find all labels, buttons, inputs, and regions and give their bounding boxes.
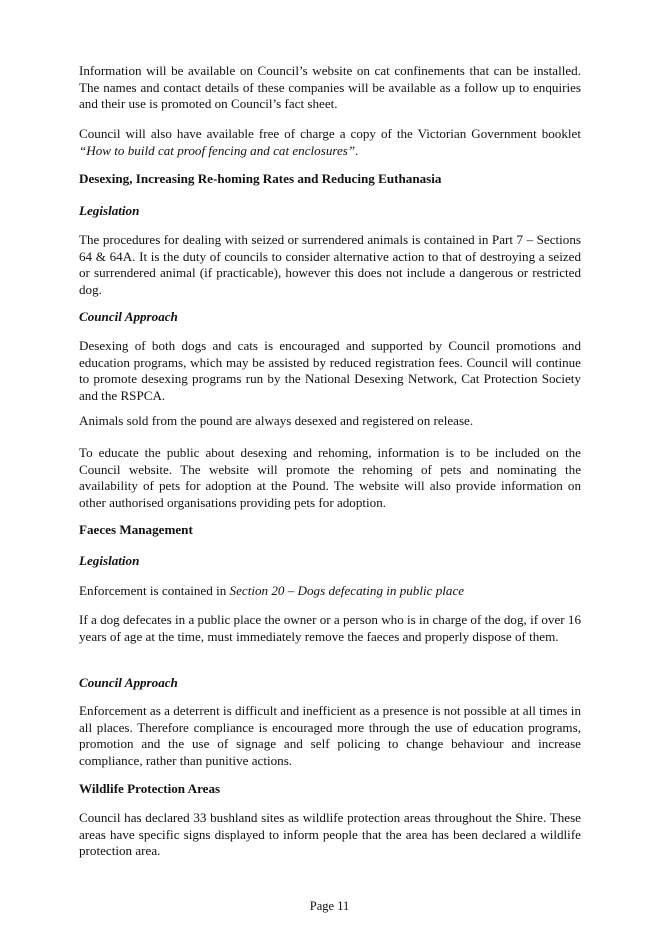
page-number-value: 11 bbox=[337, 899, 350, 913]
wildlife-paragraph: Council has declared 33 bushland sites as wildlife protection areas throughout the Shire. These areas have specific signs displayed to inform people that the area has been declared a wildlife protection area. bbox=[79, 810, 581, 859]
desexing-approach-paragraph-3: To educate the public about desexing and rehoming, information is to be included on the Council website. The website will promote the rehoming of pets and nominating the availability of pets for adoption at the Pound. The website will also provide information on other authorised organisations providing pets for adoption. bbox=[79, 445, 581, 510]
faeces-approach-paragraph: Enforcement as a deterrent is difficult and inefficient as a presence is not possible at all times in all places. Therefore compliance is encouraged more through the use of education programs, promotion and the use of signage and self policing to change behaviour and increase compliance, rather than punitive actions. bbox=[79, 703, 581, 768]
desexing-approach-paragraph-2: Animals sold from the pound are always desexed and registered on release. bbox=[79, 413, 474, 428]
desexing-heading: Desexing, Increasing Re-homing Rates and Reducing Euthanasia bbox=[79, 171, 442, 186]
booklet-title: “How to build cat proof fencing and cat enclosures” bbox=[79, 142, 356, 158]
desexing-legislation-text: The procedures for dealing with seized or surrendered animals is contained in Part 7 – Sections 64 & 64A. It is the duty of councils to consider alternative action to that of destroying a seized or surrendered animal (if practicable), however this does not include a dangerous or restricted dog. bbox=[79, 232, 581, 297]
page-number bbox=[0, 898, 659, 915]
faeces-rule-paragraph: If a dog defecates in a public place the owner or a person who is in charge of the dog, if over 16 years of age at the time, must immediately remove the faeces and properly dispose of them. bbox=[79, 612, 581, 644]
booklet-end-text: . bbox=[355, 142, 359, 158]
booklet-paragraph bbox=[79, 126, 581, 159]
page-label: Page bbox=[309, 899, 335, 913]
wildlife-heading: Wildlife Protection Areas bbox=[79, 781, 221, 796]
faeces-section-reference: Section 20 – Dogs defecating in public place bbox=[229, 583, 465, 598]
confinement-info-paragraph: Information will be available on Council’s website on cat confinements that can be installed. The names and contact details of these companies will be available as a follow up to enquiries and their use is promoted on Council’s fact sheet. bbox=[79, 63, 581, 112]
faeces-legislation-label: Legislation bbox=[79, 553, 140, 568]
desexing-approach-label: Council Approach bbox=[79, 309, 178, 324]
faeces-approach-label: Council Approach bbox=[79, 675, 178, 690]
faeces-enforcement-paragraph bbox=[79, 583, 581, 600]
faeces-enforcement-lead: Enforcement is contained in bbox=[79, 583, 230, 598]
desexing-legislation-label: Legislation bbox=[79, 203, 140, 218]
desexing-approach-paragraph-1: Desexing of both dogs and cats is encouraged and supported by Council promotions and education programs, which may be assisted by reduced registration fees. Council will continue to promote desexing programs run by the National Desexing Network, Cat Protection Society and the RSPCA. bbox=[79, 338, 581, 403]
faeces-heading: Faeces Management bbox=[79, 522, 193, 537]
booklet-lead-text: Council will also have available free of charge a copy of the Victorian Government booklet bbox=[79, 126, 581, 141]
